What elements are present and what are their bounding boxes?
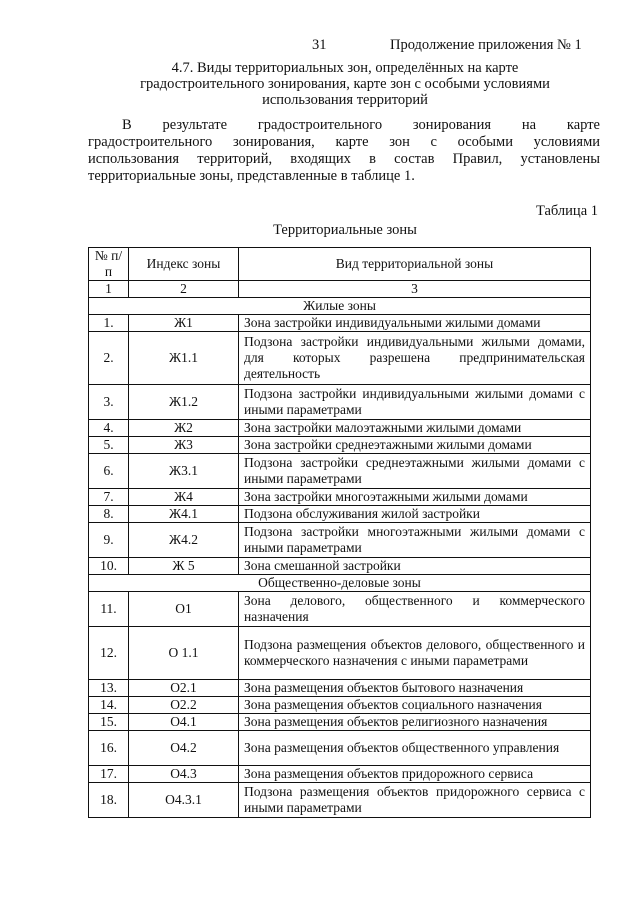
table-row xyxy=(89,454,591,489)
row-number: 17. xyxy=(89,766,129,783)
zone-name: Подзона размещения объектов делового, общественного и коммерческого назначения с иными параметрами xyxy=(239,627,591,680)
zones-table xyxy=(88,247,591,818)
zone-name: Зона застройки индивидуальными жилыми домами xyxy=(239,315,591,332)
zone-index: Ж2 xyxy=(129,420,239,437)
row-number: 5. xyxy=(89,437,129,454)
section-heading xyxy=(90,60,600,108)
heading-line: использования территорий xyxy=(262,92,428,108)
paragraph-line: использования территорий, входящих в состав Правил, установлены xyxy=(88,151,600,167)
zone-name: Подзона застройки индивидуальными жилыми домами с иными параметрами xyxy=(239,385,591,420)
row-number: 16. xyxy=(89,731,129,766)
row-number: 18. xyxy=(89,783,129,818)
column-number: 3 xyxy=(239,281,591,298)
table-caption: Территориальные зоны xyxy=(273,222,417,238)
table-label: Таблица 1 xyxy=(535,203,598,219)
body-paragraph xyxy=(88,117,600,185)
row-number: 3. xyxy=(89,385,129,420)
zone-name: Подзона обслуживания жилой застройки xyxy=(239,506,591,523)
table-row xyxy=(89,766,591,783)
paragraph-line: В результате градостроительного зонирования на карте xyxy=(122,117,600,133)
zone-name: Подзона застройки многоэтажными жилыми домами с иными параметрами xyxy=(239,523,591,558)
table-row xyxy=(89,783,591,818)
zone-index: Ж1.2 xyxy=(129,385,239,420)
zone-name: Зона размещения объектов религиозного назначения xyxy=(239,714,591,731)
row-number: 10. xyxy=(89,558,129,575)
table-row xyxy=(89,523,591,558)
zone-name: Подзона застройки индивидуальными жилыми домами, для которых разрешена предпринимательская деятельность xyxy=(239,332,591,385)
zone-index: О4.3 xyxy=(129,766,239,783)
heading-line: градостроительного зонирования, карте зон с особыми условиями xyxy=(140,76,550,92)
table-row xyxy=(89,315,591,332)
zone-index: О4.2 xyxy=(129,731,239,766)
table-row xyxy=(89,489,591,506)
row-number: 6. xyxy=(89,454,129,489)
table-row xyxy=(89,697,591,714)
row-number: 2. xyxy=(89,332,129,385)
appendix-continuation: Продолжение приложения № 1 xyxy=(390,37,582,53)
zone-name: Подзона размещения объектов придорожного сервиса с иными параметрами xyxy=(239,783,591,818)
table-header-row xyxy=(89,248,591,281)
row-number: 13. xyxy=(89,680,129,697)
section-title: Общественно-деловые зоны xyxy=(89,575,591,592)
zone-index: Ж1 xyxy=(129,315,239,332)
zone-index: Ж3 xyxy=(129,437,239,454)
zone-name: Зона застройки среднеэтажными жилыми домами xyxy=(239,437,591,454)
table-body xyxy=(89,298,591,818)
zone-index: Ж4.2 xyxy=(129,523,239,558)
row-number: 14. xyxy=(89,697,129,714)
column-number-row xyxy=(89,281,591,298)
column-number: 1 xyxy=(89,281,129,298)
table-row xyxy=(89,385,591,420)
zone-index: О4.3.1 xyxy=(129,783,239,818)
header-num: № п/п xyxy=(89,248,129,281)
zone-name: Зона размещения объектов общественного управления xyxy=(239,731,591,766)
zone-index: О2.2 xyxy=(129,697,239,714)
row-number: 4. xyxy=(89,420,129,437)
table-row xyxy=(89,714,591,731)
table-row xyxy=(89,437,591,454)
heading-line: 4.7. Виды территориальных зон, определённых на карте xyxy=(171,60,519,76)
row-number: 1. xyxy=(89,315,129,332)
paragraph-line: градостроительного зонирования, карте зон с особыми условиями xyxy=(88,134,600,150)
paragraph-line: территориальные зоны, представленные в таблице 1. xyxy=(88,168,415,184)
table-row xyxy=(89,332,591,385)
zone-name: Зона застройки малоэтажными жилыми домами xyxy=(239,420,591,437)
zone-index: Ж3.1 xyxy=(129,454,239,489)
zone-name: Зона размещения объектов бытового назначения xyxy=(239,680,591,697)
zone-index: Ж4.1 xyxy=(129,506,239,523)
row-number: 8. xyxy=(89,506,129,523)
zone-index: О1 xyxy=(129,592,239,627)
zone-index: О4.1 xyxy=(129,714,239,731)
row-number: 12. xyxy=(89,627,129,680)
row-number: 15. xyxy=(89,714,129,731)
row-number: 9. xyxy=(89,523,129,558)
table-row xyxy=(89,680,591,697)
zone-index: О2.1 xyxy=(129,680,239,697)
table-row xyxy=(89,731,591,766)
zone-index: Ж1.1 xyxy=(129,332,239,385)
row-number: 11. xyxy=(89,592,129,627)
table-row xyxy=(89,420,591,437)
zone-name: Подзона застройки среднеэтажными жилыми домами с иными параметрами xyxy=(239,454,591,489)
table-row xyxy=(89,592,591,627)
zone-index: Ж 5 xyxy=(129,558,239,575)
zone-name: Зона делового, общественного и коммерческого назначения xyxy=(239,592,591,627)
column-number: 2 xyxy=(129,281,239,298)
zone-name: Зона размещения объектов социального назначения xyxy=(239,697,591,714)
row-number: 7. xyxy=(89,489,129,506)
section-row xyxy=(89,575,591,592)
header-kind: Вид территориальной зоны xyxy=(239,248,591,281)
section-row xyxy=(89,298,591,315)
table-row xyxy=(89,627,591,680)
zone-index: Ж4 xyxy=(129,489,239,506)
header-index: Индекс зоны xyxy=(129,248,239,281)
page-number: 31 xyxy=(312,37,327,53)
zone-name: Зона застройки многоэтажными жилыми домами xyxy=(239,489,591,506)
table-row xyxy=(89,558,591,575)
zone-index: О 1.1 xyxy=(129,627,239,680)
table-row xyxy=(89,506,591,523)
zone-name: Зона размещения объектов придорожного сервиса xyxy=(239,766,591,783)
zone-name: Зона смешанной застройки xyxy=(239,558,591,575)
section-title: Жилые зоны xyxy=(89,298,591,315)
